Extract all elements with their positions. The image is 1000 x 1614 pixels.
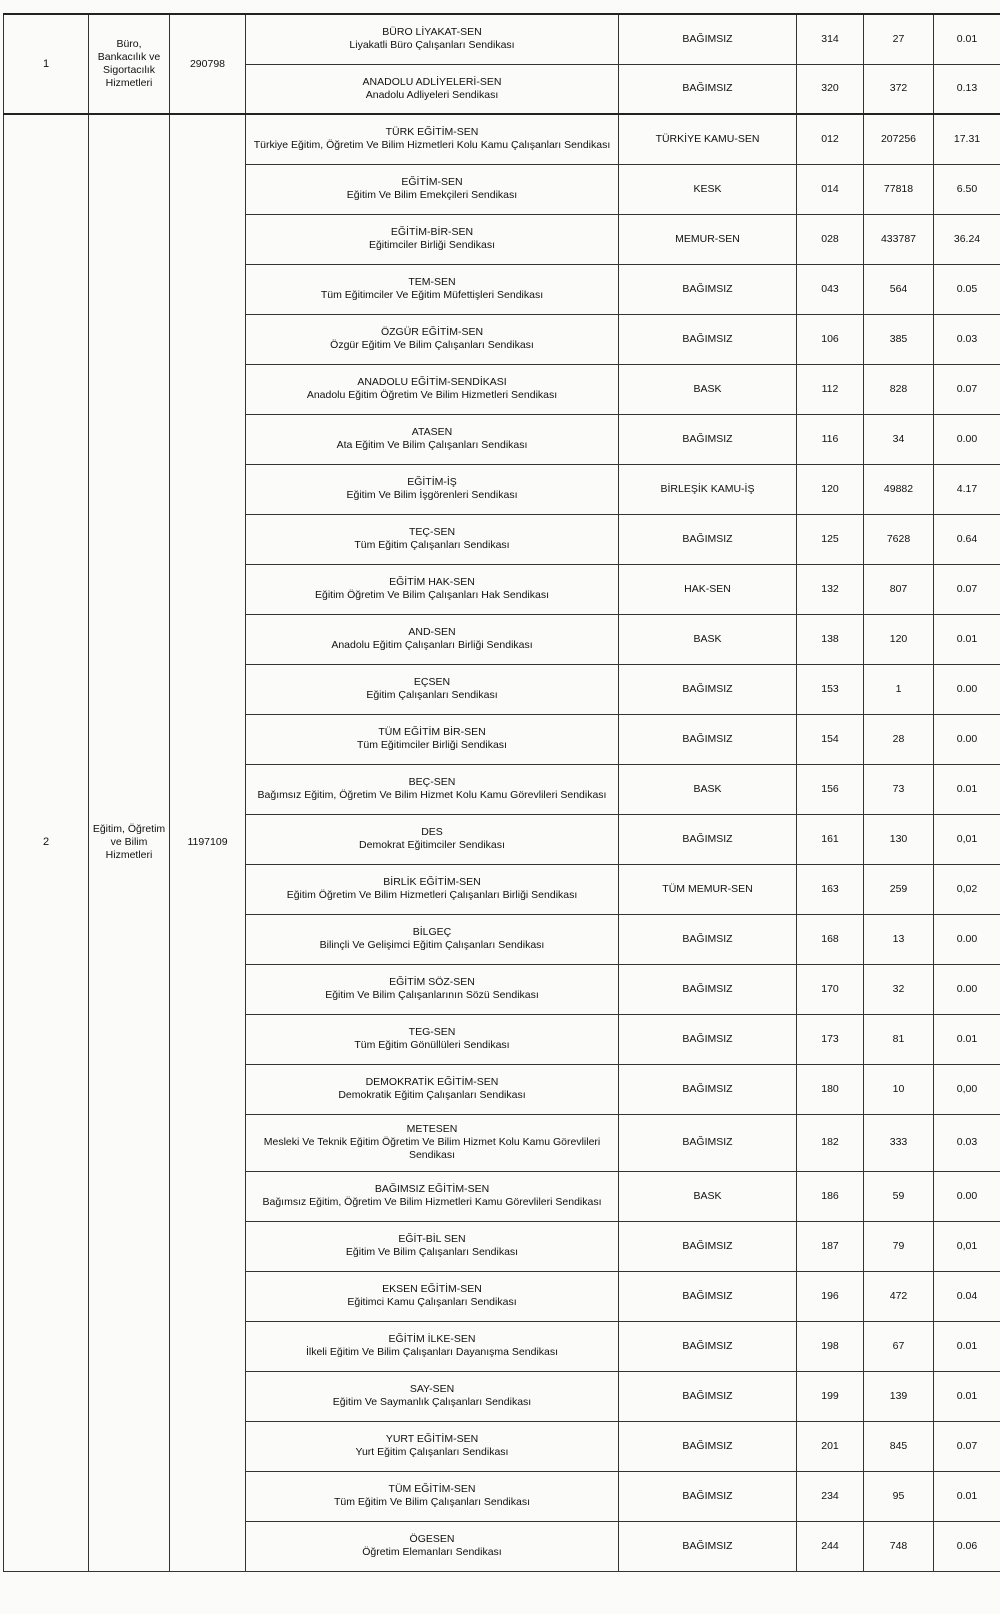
union-code-cell: 234 [797, 1471, 864, 1521]
confederation-cell: BASK [619, 364, 797, 414]
union-name-cell [246, 664, 619, 714]
union-full-name: Tüm Eğitimciler Ve Eğitim Müfettişleri Sendikası [320, 289, 544, 301]
union-full-name: Anadolu Eğitim Öğretim Ve Bilim Hizmetleri Sendikası [306, 389, 558, 401]
confederation-cell: BAĞIMSIZ [619, 664, 797, 714]
service-branch-cell: Büro, Bankacılık ve Sigortacılık Hizmetleri [89, 14, 170, 114]
confederation-cell: BASK [619, 764, 797, 814]
membership-percent-cell: 0.04 [934, 1271, 1000, 1321]
union-code-cell: 244 [797, 1521, 864, 1571]
member-count-cell: 207256 [864, 114, 934, 164]
member-count-cell: 67 [864, 1321, 934, 1371]
member-count-cell: 1 [864, 664, 934, 714]
union-full-name: Liyakatli Büro Çalışanları Sendikası [349, 39, 515, 52]
union-full-name: Eğitim Ve Bilim Çalışanları Sendikası [345, 1246, 519, 1258]
confederation-cell: BİRLEŞİK KAMU-İŞ [619, 464, 797, 514]
membership-percent-cell: 17.31 [934, 114, 1000, 164]
confederation-cell: BAĞIMSIZ [619, 714, 797, 764]
union-abbreviation: EĞİTİM-BİR-SEN [390, 226, 474, 238]
union-code-cell: 320 [797, 64, 864, 114]
union-code-cell: 043 [797, 264, 864, 314]
membership-percent-cell: 0.00 [934, 964, 1000, 1014]
union-name-cell [246, 14, 619, 64]
union-full-name: İlkeli Eğitim Ve Bilim Çalışanları Dayanışma Sendikası [305, 1346, 559, 1358]
union-code-cell: 153 [797, 664, 864, 714]
union-name-cell [246, 264, 619, 314]
confederation-cell: BAĞIMSIZ [619, 914, 797, 964]
membership-percent-cell: 0,02 [934, 864, 1000, 914]
union-abbreviation: BAĞIMSIZ EĞİTİM-SEN [374, 1183, 490, 1195]
confederation-cell: BASK [619, 614, 797, 664]
union-name-cell [246, 64, 619, 114]
union-name-cell [246, 464, 619, 514]
union-full-name: Eğitim Öğretim Ve Bilim Çalışanları Hak Sendikası [315, 589, 549, 601]
confederation-cell: BAĞIMSIZ [619, 1014, 797, 1064]
member-count-cell: 7628 [864, 514, 934, 564]
union-name-cell [246, 1321, 619, 1371]
union-code-cell: 196 [797, 1271, 864, 1321]
union-full-name: Eğitim Ve Bilim İşgörenleri Sendikası [346, 489, 518, 501]
member-count-cell: 120 [864, 614, 934, 664]
union-name-cell [246, 1471, 619, 1521]
membership-percent-cell: 0.01 [934, 14, 1000, 64]
union-code-cell: 163 [797, 864, 864, 914]
membership-percent-cell: 0,00 [934, 1064, 1000, 1114]
union-abbreviation: BÜRO LİYAKAT-SEN [382, 26, 482, 39]
union-full-name: Öğretim Elemanları Sendikası [362, 1546, 502, 1558]
member-count-cell: 828 [864, 364, 934, 414]
union-name-cell [246, 914, 619, 964]
membership-percent-cell: 0.07 [934, 364, 1000, 414]
confederation-cell: BAĞIMSIZ [619, 1421, 797, 1471]
union-full-name: Eğitimciler Birliği Sendikası [368, 239, 496, 251]
union-name-cell [246, 1271, 619, 1321]
table-row [4, 14, 1000, 64]
union-abbreviation: ANADOLU ADLİYELERİ-SEN [362, 75, 502, 88]
union-name-cell [246, 1171, 619, 1221]
union-code-cell: 173 [797, 1014, 864, 1064]
union-abbreviation: EĞİTİM SÖZ-SEN [389, 976, 475, 988]
union-code-cell: 187 [797, 1221, 864, 1271]
union-full-name: Yurt Eğitim Çalışanları Sendikası [355, 1446, 509, 1458]
membership-percent-cell: 0.03 [934, 1114, 1000, 1171]
union-code-cell: 314 [797, 14, 864, 64]
confederation-cell: TÜM MEMUR-SEN [619, 864, 797, 914]
member-count-cell: 77818 [864, 164, 934, 214]
confederation-cell: BAĞIMSIZ [619, 264, 797, 314]
membership-percent-cell: 0.01 [934, 764, 1000, 814]
confederation-cell: HAK-SEN [619, 564, 797, 614]
member-count-cell: 73 [864, 764, 934, 814]
membership-percent-cell: 0.07 [934, 1421, 1000, 1471]
union-code-cell: 182 [797, 1114, 864, 1171]
union-abbreviation: TEÇ-SEN [408, 526, 456, 538]
union-name-cell [246, 1221, 619, 1271]
confederation-cell: BAĞIMSIZ [619, 64, 797, 114]
membership-percent-cell: 0,01 [934, 1221, 1000, 1271]
union-code-cell: 106 [797, 314, 864, 364]
membership-percent-cell: 0.13 [934, 64, 1000, 114]
union-abbreviation: EĞİTİM-İŞ [407, 476, 457, 488]
union-name-cell [246, 514, 619, 564]
union-name-cell [246, 114, 619, 164]
union-full-name: Tüm Eğitim Çalışanları Sendikası [354, 539, 510, 551]
membership-percent-cell: 0,01 [934, 814, 1000, 864]
union-membership-table [3, 13, 1000, 1572]
confederation-cell: BAĞIMSIZ [619, 1521, 797, 1571]
union-code-cell: 138 [797, 614, 864, 664]
union-full-name: Bilinçli Ve Gelişimci Eğitim Çalışanları Sendikası [319, 939, 545, 951]
union-abbreviation: EÇSEN [413, 676, 451, 688]
member-count-cell: 564 [864, 264, 934, 314]
member-count-cell: 81 [864, 1014, 934, 1064]
union-name-cell [246, 814, 619, 864]
branch-total-members-cell: 290798 [170, 14, 246, 114]
union-code-cell: 199 [797, 1371, 864, 1421]
branch-total-members-cell: 1197109 [170, 114, 246, 1571]
union-code-cell: 012 [797, 114, 864, 164]
union-code-cell: 132 [797, 564, 864, 614]
union-abbreviation: ANADOLU EĞİTİM-SENDİKASI [357, 376, 507, 388]
membership-percent-cell: 6.50 [934, 164, 1000, 214]
union-full-name: Eğitim Öğretim Ve Bilim Hizmetleri Çalışanları Birliği Sendikası [286, 889, 578, 901]
union-name-cell [246, 1521, 619, 1571]
union-full-name: Tüm Eğitim Ve Bilim Çalışanları Sendikası [333, 1496, 531, 1508]
confederation-cell: BAĞIMSIZ [619, 314, 797, 364]
union-abbreviation: ATASEN [411, 426, 453, 438]
union-full-name: Türkiye Eğitim, Öğretim Ve Bilim Hizmetleri Kolu Kamu Çalışanları Sendikası [253, 139, 611, 152]
confederation-cell: MEMUR-SEN [619, 214, 797, 264]
union-abbreviation: YURT EĞİTİM-SEN [385, 1433, 479, 1445]
member-count-cell: 28 [864, 714, 934, 764]
member-count-cell: 333 [864, 1114, 934, 1171]
table-body [4, 14, 1000, 1571]
membership-percent-cell: 0.00 [934, 714, 1000, 764]
confederation-cell: BAĞIMSIZ [619, 814, 797, 864]
confederation-cell: TÜRKİYE KAMU-SEN [619, 114, 797, 164]
service-branch-cell: Eğitim, Öğretim ve Bilim Hizmetleri [89, 114, 170, 1571]
confederation-cell: BAĞIMSIZ [619, 1114, 797, 1171]
member-count-cell: 748 [864, 1521, 934, 1571]
confederation-cell: BAĞIMSIZ [619, 1064, 797, 1114]
union-abbreviation: TEG-SEN [408, 1026, 456, 1038]
union-name-cell [246, 614, 619, 664]
union-abbreviation: METESEN [406, 1123, 458, 1135]
membership-percent-cell: 0.03 [934, 314, 1000, 364]
member-count-cell: 27 [864, 14, 934, 64]
union-code-cell: 170 [797, 964, 864, 1014]
union-code-cell: 116 [797, 414, 864, 464]
member-count-cell: 79 [864, 1221, 934, 1271]
union-name-cell [246, 1371, 619, 1421]
membership-percent-cell: 0.05 [934, 264, 1000, 314]
confederation-cell: BAĞIMSIZ [619, 1471, 797, 1521]
confederation-cell: BAĞIMSIZ [619, 14, 797, 64]
union-code-cell: 180 [797, 1064, 864, 1114]
member-count-cell: 34 [864, 414, 934, 464]
union-code-cell: 154 [797, 714, 864, 764]
union-name-cell [246, 1014, 619, 1064]
union-full-name: Anadolu Eğitim Çalışanları Birliği Sendikası [331, 639, 533, 651]
member-count-cell: 807 [864, 564, 934, 614]
union-name-cell [246, 764, 619, 814]
member-count-cell: 472 [864, 1271, 934, 1321]
union-full-name: Anadolu Adliyeleri Sendikası [365, 88, 499, 101]
union-name-cell [246, 364, 619, 414]
union-full-name: Eğitimci Kamu Çalışanları Sendikası [347, 1296, 517, 1308]
membership-percent-cell: 0.06 [934, 1521, 1000, 1571]
union-full-name: Demokratik Eğitim Çalışanları Sendikası [338, 1089, 526, 1101]
member-count-cell: 49882 [864, 464, 934, 514]
union-name-cell [246, 864, 619, 914]
membership-percent-cell: 0.00 [934, 914, 1000, 964]
union-full-name: Demokrat Eğitimciler Sendikası [359, 839, 505, 851]
member-count-cell: 130 [864, 814, 934, 864]
union-abbreviation: AND-SEN [408, 626, 456, 638]
union-abbreviation: EKSEN EĞİTİM-SEN [382, 1283, 482, 1295]
union-code-cell: 120 [797, 464, 864, 514]
confederation-cell: BAĞIMSIZ [619, 1321, 797, 1371]
union-abbreviation: EĞİTİM-SEN [401, 176, 463, 188]
membership-percent-cell: 0.01 [934, 1321, 1000, 1371]
union-code-cell: 014 [797, 164, 864, 214]
union-abbreviation: BİRLİK EĞİTİM-SEN [383, 876, 481, 888]
member-count-cell: 59 [864, 1171, 934, 1221]
member-count-cell: 385 [864, 314, 934, 364]
union-abbreviation: EĞİTİM İLKE-SEN [388, 1333, 476, 1345]
membership-percent-cell: 0.01 [934, 1014, 1000, 1064]
confederation-cell: BAĞIMSIZ [619, 1271, 797, 1321]
union-abbreviation: TÜM EĞİTİM-SEN [388, 1483, 476, 1495]
union-abbreviation: DES [421, 826, 443, 838]
section-number-cell: 2 [4, 114, 89, 1571]
union-full-name: Eğitim Çalışanları Sendikası [366, 689, 498, 701]
union-abbreviation: SAY-SEN [409, 1383, 455, 1395]
union-name-cell [246, 414, 619, 464]
membership-percent-cell: 0.00 [934, 1171, 1000, 1221]
member-count-cell: 259 [864, 864, 934, 914]
union-code-cell: 201 [797, 1421, 864, 1471]
membership-percent-cell: 0.01 [934, 1371, 1000, 1421]
member-count-cell: 10 [864, 1064, 934, 1114]
union-name-cell [246, 314, 619, 364]
union-code-cell: 112 [797, 364, 864, 414]
member-count-cell: 95 [864, 1471, 934, 1521]
confederation-cell: BAĞIMSIZ [619, 414, 797, 464]
union-name-cell [246, 1114, 619, 1171]
membership-percent-cell: 0.01 [934, 1471, 1000, 1521]
union-code-cell: 156 [797, 764, 864, 814]
union-full-name: Eğitim Ve Bilim Çalışanlarının Sözü Sendikası [325, 989, 539, 1001]
section-number-cell: 1 [4, 14, 89, 114]
union-code-cell: 168 [797, 914, 864, 964]
membership-percent-cell: 36.24 [934, 214, 1000, 264]
member-count-cell: 372 [864, 64, 934, 114]
union-name-cell [246, 214, 619, 264]
union-full-name: Bağımsız Eğitim, Öğretim Ve Bilim Hizmetleri Kamu Görevlileri Sendikası [262, 1196, 602, 1208]
member-count-cell: 433787 [864, 214, 934, 264]
union-abbreviation: TÜM EĞİTİM BİR-SEN [378, 726, 486, 738]
union-abbreviation: DEMOKRATİK EĞİTİM-SEN [365, 1076, 499, 1088]
confederation-cell: BAĞIMSIZ [619, 964, 797, 1014]
union-abbreviation: TÜRK EĞİTİM-SEN [385, 126, 479, 139]
union-full-name: Bağımsız Eğitim, Öğretim Ve Bilim Hizmet Kolu Kamu Görevlileri Sendikası [257, 789, 607, 801]
union-name-cell [246, 1064, 619, 1114]
membership-percent-cell: 0.64 [934, 514, 1000, 564]
union-name-cell [246, 714, 619, 764]
confederation-cell: KESK [619, 164, 797, 214]
confederation-cell: BASK [619, 1171, 797, 1221]
membership-percent-cell: 0.00 [934, 414, 1000, 464]
union-code-cell: 125 [797, 514, 864, 564]
confederation-cell: BAĞIMSIZ [619, 514, 797, 564]
union-full-name: Tüm Eğitimciler Birliği Sendikası [357, 739, 507, 751]
union-abbreviation: ÖGESEN [409, 1533, 455, 1545]
union-abbreviation: ÖZGÜR EĞİTİM-SEN [380, 326, 484, 338]
member-count-cell: 845 [864, 1421, 934, 1471]
confederation-cell: BAĞIMSIZ [619, 1221, 797, 1271]
union-code-cell: 028 [797, 214, 864, 264]
membership-percent-cell: 0.01 [934, 614, 1000, 664]
membership-percent-cell: 0.07 [934, 564, 1000, 614]
union-full-name: Eğitim Ve Saymanlık Çalışanları Sendikası [332, 1396, 532, 1408]
union-abbreviation: BEÇ-SEN [408, 776, 456, 788]
union-code-cell: 198 [797, 1321, 864, 1371]
union-name-cell [246, 964, 619, 1014]
union-abbreviation: EĞİTİM HAK-SEN [389, 576, 475, 588]
member-count-cell: 13 [864, 914, 934, 964]
union-name-cell [246, 564, 619, 614]
union-full-name: Tüm Eğitim Gönüllüleri Sendikası [354, 1039, 510, 1051]
union-abbreviation: BİLGEÇ [412, 926, 452, 938]
union-name-cell [246, 1421, 619, 1471]
union-name-cell [246, 164, 619, 214]
table-row [4, 114, 1000, 164]
union-abbreviation: EĞİT-BİL SEN [398, 1233, 466, 1245]
union-code-cell: 186 [797, 1171, 864, 1221]
membership-percent-cell: 4.17 [934, 464, 1000, 514]
confederation-cell: BAĞIMSIZ [619, 1371, 797, 1421]
union-abbreviation: TEM-SEN [408, 276, 456, 288]
union-code-cell: 161 [797, 814, 864, 864]
member-count-cell: 139 [864, 1371, 934, 1421]
union-full-name: Ata Eğitim Ve Bilim Çalışanları Sendikası [336, 439, 528, 451]
membership-percent-cell: 0.00 [934, 664, 1000, 714]
union-full-name: Özgür Eğitim Ve Bilim Çalışanları Sendikası [330, 339, 534, 351]
union-full-name: Eğitim Ve Bilim Emekçileri Sendikası [346, 189, 518, 201]
union-full-name: Mesleki Ve Teknik Eğitim Öğretim Ve Bilim Hizmet Kolu Kamu Görevlileri Sendikası [263, 1136, 601, 1161]
member-count-cell: 32 [864, 964, 934, 1014]
